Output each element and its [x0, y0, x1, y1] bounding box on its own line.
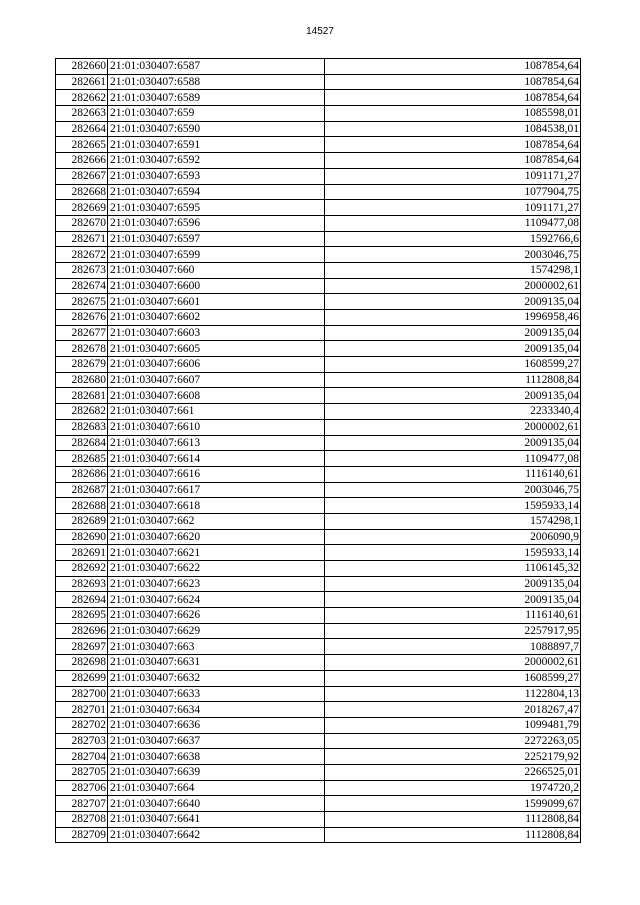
value-cell: 1974720,2 [325, 780, 581, 796]
value-cell: 1996958,46 [325, 310, 581, 326]
table-row [56, 717, 581, 733]
cadastral-number-cell: 21:01:030407:6634 [108, 702, 325, 718]
cadastral-number-cell: 21:01:030407:6614 [108, 451, 325, 467]
value-cell: 2003046,75 [325, 482, 581, 498]
table-row [56, 702, 581, 718]
cadastral-number-cell: 21:01:030407:6601 [108, 294, 325, 310]
table-body [56, 59, 581, 843]
cadastral-number-cell: 21:01:030407:6591 [108, 137, 325, 153]
value-cell: 1084538,01 [325, 121, 581, 137]
row-number-cell: 282682 [56, 404, 108, 420]
value-cell: 1595933,14 [325, 498, 581, 514]
row-number-cell: 282687 [56, 482, 108, 498]
table-row [56, 435, 581, 451]
row-number-cell: 282709 [56, 827, 108, 843]
value-cell: 1085598,01 [325, 106, 581, 122]
table-row [56, 278, 581, 294]
table-row [56, 262, 581, 278]
cadastral-number-cell: 21:01:030407:661 [108, 404, 325, 420]
value-cell: 1077904,75 [325, 184, 581, 200]
value-cell: 1109477,08 [325, 215, 581, 231]
table-row [56, 419, 581, 435]
cadastral-number-cell: 21:01:030407:6636 [108, 717, 325, 733]
row-number-cell: 282704 [56, 749, 108, 765]
row-number-cell: 282706 [56, 780, 108, 796]
value-cell: 1122804,13 [325, 686, 581, 702]
row-number-cell: 282707 [56, 796, 108, 812]
table-row [56, 372, 581, 388]
table-row [56, 168, 581, 184]
page-number: 14527 [306, 26, 334, 37]
cadastral-number-cell: 21:01:030407:6587 [108, 59, 325, 75]
value-cell: 1608599,27 [325, 357, 581, 373]
value-cell: 1087854,64 [325, 90, 581, 106]
value-cell: 2018267,47 [325, 702, 581, 718]
value-cell: 2006090,9 [325, 529, 581, 545]
row-number-cell: 282675 [56, 294, 108, 310]
table-row [56, 498, 581, 514]
value-cell: 2000002,61 [325, 655, 581, 671]
row-number-cell: 282686 [56, 466, 108, 482]
cadastral-number-cell: 21:01:030407:6599 [108, 247, 325, 263]
table-row [56, 357, 581, 373]
row-number-cell: 282701 [56, 702, 108, 718]
value-cell: 2009135,04 [325, 388, 581, 404]
value-cell: 1109477,08 [325, 451, 581, 467]
cadastral-number-cell: 21:01:030407:6631 [108, 655, 325, 671]
value-cell: 2252179,92 [325, 749, 581, 765]
table-row [56, 827, 581, 843]
cadastral-number-cell: 21:01:030407:6639 [108, 764, 325, 780]
table-row [56, 106, 581, 122]
value-cell: 1595933,14 [325, 545, 581, 561]
row-number-cell: 282698 [56, 655, 108, 671]
row-number-cell: 282678 [56, 341, 108, 357]
row-number-cell: 282685 [56, 451, 108, 467]
cadastral-number-cell: 21:01:030407:6594 [108, 184, 325, 200]
cadastral-number-cell: 21:01:030407:6623 [108, 576, 325, 592]
cadastral-number-cell: 21:01:030407:6640 [108, 796, 325, 812]
cadastral-number-cell: 21:01:030407:6610 [108, 419, 325, 435]
row-number-cell: 282662 [56, 90, 108, 106]
cadastral-number-cell: 21:01:030407:6605 [108, 341, 325, 357]
table-row [56, 231, 581, 247]
row-number-cell: 282695 [56, 608, 108, 624]
value-cell: 1574298,1 [325, 513, 581, 529]
row-number-cell: 282690 [56, 529, 108, 545]
cadastral-number-cell: 21:01:030407:6596 [108, 215, 325, 231]
cadastral-number-cell: 21:01:030407:6632 [108, 670, 325, 686]
cadastral-number-cell: 21:01:030407:6588 [108, 74, 325, 90]
cadastral-number-cell: 21:01:030407:6618 [108, 498, 325, 514]
value-cell: 2009135,04 [325, 325, 581, 341]
value-cell: 1091171,27 [325, 168, 581, 184]
value-cell: 1116140,61 [325, 466, 581, 482]
cadastral-number-cell: 21:01:030407:6620 [108, 529, 325, 545]
table-row [56, 90, 581, 106]
row-number-cell: 282689 [56, 513, 108, 529]
cadastral-number-cell: 21:01:030407:6592 [108, 153, 325, 169]
table-row [56, 451, 581, 467]
table-row [56, 686, 581, 702]
cadastral-number-cell: 21:01:030407:6622 [108, 561, 325, 577]
table-row [56, 513, 581, 529]
value-cell: 2009135,04 [325, 341, 581, 357]
value-cell: 1608599,27 [325, 670, 581, 686]
cadastral-number-cell: 21:01:030407:6590 [108, 121, 325, 137]
cadastral-number-cell: 21:01:030407:6642 [108, 827, 325, 843]
row-number-cell: 282668 [56, 184, 108, 200]
row-number-cell: 282694 [56, 592, 108, 608]
row-number-cell: 282691 [56, 545, 108, 561]
row-number-cell: 282696 [56, 623, 108, 639]
value-cell: 2009135,04 [325, 435, 581, 451]
table-row [56, 404, 581, 420]
table-row [56, 608, 581, 624]
row-number-cell: 282671 [56, 231, 108, 247]
value-cell: 2009135,04 [325, 294, 581, 310]
value-cell: 2000002,61 [325, 419, 581, 435]
cadastral-number-cell: 21:01:030407:6617 [108, 482, 325, 498]
table-row [56, 655, 581, 671]
cadastral-number-cell: 21:01:030407:6616 [108, 466, 325, 482]
table-row [56, 733, 581, 749]
cadastral-number-cell: 21:01:030407:662 [108, 513, 325, 529]
row-number-cell: 282708 [56, 812, 108, 828]
cadastral-number-cell: 21:01:030407:6593 [108, 168, 325, 184]
cadastral-number-cell: 21:01:030407:6603 [108, 325, 325, 341]
table-row [56, 623, 581, 639]
table-row [56, 294, 581, 310]
row-number-cell: 282699 [56, 670, 108, 686]
row-number-cell: 282673 [56, 262, 108, 278]
table-row [56, 545, 581, 561]
cadastral-number-cell: 21:01:030407:659 [108, 106, 325, 122]
value-cell: 1112808,84 [325, 827, 581, 843]
table-row [56, 325, 581, 341]
row-number-cell: 282666 [56, 153, 108, 169]
row-number-cell: 282664 [56, 121, 108, 137]
value-cell: 1116140,61 [325, 608, 581, 624]
row-number-cell: 282697 [56, 639, 108, 655]
table-row [56, 215, 581, 231]
table-row [56, 184, 581, 200]
cadastral-number-cell: 21:01:030407:6600 [108, 278, 325, 294]
value-cell: 1087854,64 [325, 137, 581, 153]
value-cell: 1106145,32 [325, 561, 581, 577]
value-cell: 1112808,84 [325, 372, 581, 388]
row-number-cell: 282681 [56, 388, 108, 404]
table-row [56, 137, 581, 153]
cadastral-number-cell: 21:01:030407:6633 [108, 686, 325, 702]
table-row [56, 780, 581, 796]
value-cell: 1574298,1 [325, 262, 581, 278]
row-number-cell: 282703 [56, 733, 108, 749]
row-number-cell: 282669 [56, 200, 108, 216]
row-number-cell: 282679 [56, 357, 108, 373]
cadastral-number-cell: 21:01:030407:6607 [108, 372, 325, 388]
table-row [56, 764, 581, 780]
cadastral-number-cell: 21:01:030407:6641 [108, 812, 325, 828]
cadastral-number-cell: 21:01:030407:6621 [108, 545, 325, 561]
value-cell: 2272263,05 [325, 733, 581, 749]
table-row [56, 670, 581, 686]
row-number-cell: 282688 [56, 498, 108, 514]
row-number-cell: 282672 [56, 247, 108, 263]
value-cell: 2009135,04 [325, 592, 581, 608]
value-cell: 2233340,4 [325, 404, 581, 420]
value-cell: 2009135,04 [325, 576, 581, 592]
table-row [56, 310, 581, 326]
row-number-cell: 282680 [56, 372, 108, 388]
table-row [56, 482, 581, 498]
value-cell: 1592766,6 [325, 231, 581, 247]
value-cell: 2003046,75 [325, 247, 581, 263]
value-cell: 1088897,7 [325, 639, 581, 655]
value-cell: 1112808,84 [325, 812, 581, 828]
cadastral-number-cell: 21:01:030407:663 [108, 639, 325, 655]
table-row [56, 121, 581, 137]
cadastral-number-cell: 21:01:030407:6602 [108, 310, 325, 326]
table-row [56, 529, 581, 545]
row-number-cell: 282693 [56, 576, 108, 592]
row-number-cell: 282676 [56, 310, 108, 326]
table-row [56, 153, 581, 169]
table-row [56, 576, 581, 592]
row-number-cell: 282663 [56, 106, 108, 122]
table-row [56, 388, 581, 404]
value-cell: 2000002,61 [325, 278, 581, 294]
table-row [56, 749, 581, 765]
value-cell: 1091171,27 [325, 200, 581, 216]
value-cell: 1087854,64 [325, 59, 581, 75]
table-row [56, 59, 581, 75]
table-row [56, 812, 581, 828]
cadastral-number-cell: 21:01:030407:6638 [108, 749, 325, 765]
cadastral-table [55, 58, 581, 843]
cadastral-number-cell: 21:01:030407:6626 [108, 608, 325, 624]
cadastral-number-cell: 21:01:030407:6624 [108, 592, 325, 608]
cadastral-number-cell: 21:01:030407:6595 [108, 200, 325, 216]
value-cell: 1087854,64 [325, 74, 581, 90]
value-cell: 2266525,01 [325, 764, 581, 780]
cadastral-number-cell: 21:01:030407:6629 [108, 623, 325, 639]
row-number-cell: 282661 [56, 74, 108, 90]
row-number-cell: 282677 [56, 325, 108, 341]
row-number-cell: 282702 [56, 717, 108, 733]
row-number-cell: 282683 [56, 419, 108, 435]
cadastral-number-cell: 21:01:030407:6608 [108, 388, 325, 404]
table-row [56, 341, 581, 357]
cadastral-number-cell: 21:01:030407:664 [108, 780, 325, 796]
cadastral-number-cell: 21:01:030407:660 [108, 262, 325, 278]
cadastral-number-cell: 21:01:030407:6589 [108, 90, 325, 106]
table-row [56, 466, 581, 482]
table-row [56, 561, 581, 577]
value-cell: 2257917,95 [325, 623, 581, 639]
table-row [56, 639, 581, 655]
cadastral-number-cell: 21:01:030407:6613 [108, 435, 325, 451]
value-cell: 1087854,64 [325, 153, 581, 169]
cadastral-number-cell: 21:01:030407:6606 [108, 357, 325, 373]
cadastral-number-cell: 21:01:030407:6597 [108, 231, 325, 247]
table-row [56, 796, 581, 812]
row-number-cell: 282700 [56, 686, 108, 702]
cadastral-number-cell: 21:01:030407:6637 [108, 733, 325, 749]
row-number-cell: 282667 [56, 168, 108, 184]
row-number-cell: 282705 [56, 764, 108, 780]
value-cell: 1599099,67 [325, 796, 581, 812]
row-number-cell: 282692 [56, 561, 108, 577]
table-row [56, 247, 581, 263]
row-number-cell: 282660 [56, 59, 108, 75]
row-number-cell: 282674 [56, 278, 108, 294]
row-number-cell: 282684 [56, 435, 108, 451]
table-row [56, 74, 581, 90]
value-cell: 1099481,79 [325, 717, 581, 733]
table-row [56, 592, 581, 608]
row-number-cell: 282670 [56, 215, 108, 231]
row-number-cell: 282665 [56, 137, 108, 153]
table-row [56, 200, 581, 216]
